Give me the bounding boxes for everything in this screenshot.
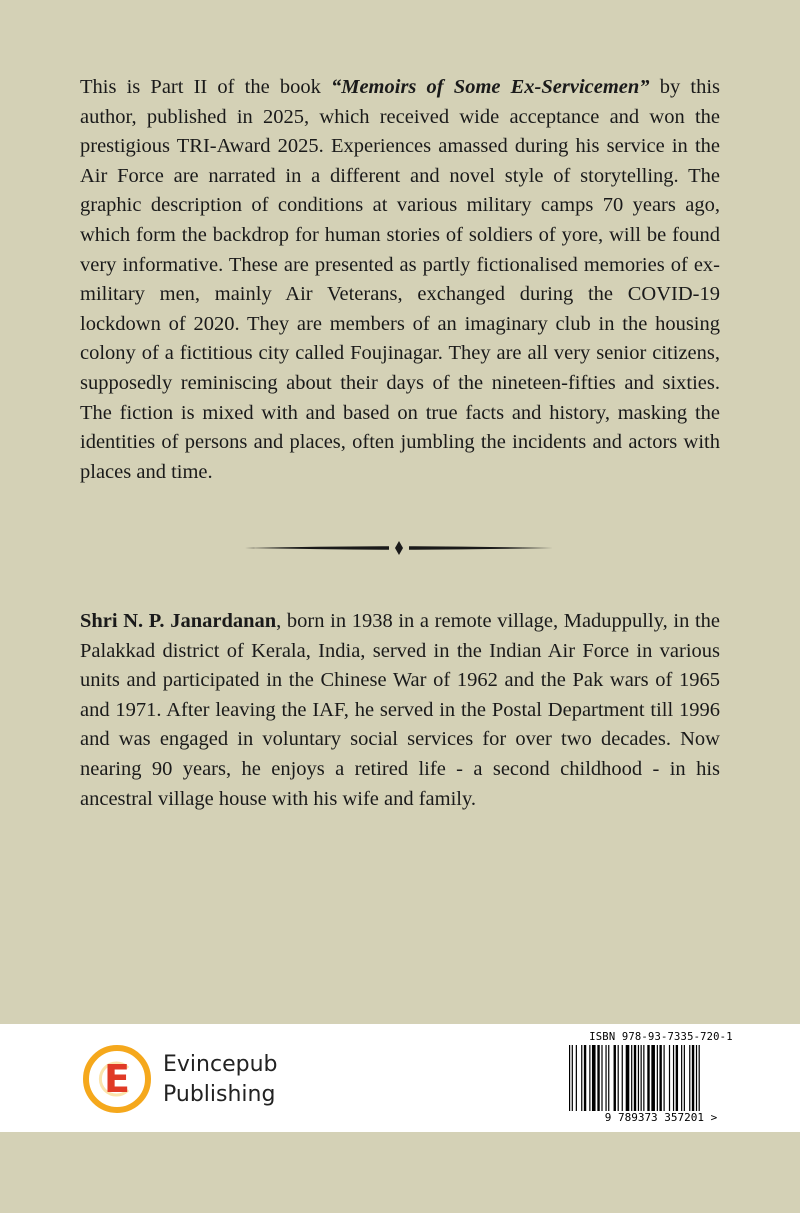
barcode-bar [673, 1045, 674, 1111]
barcode-bar [638, 1045, 639, 1111]
evincepub-logo-icon [82, 1044, 152, 1114]
barcode-bar [689, 1045, 690, 1111]
barcode-bar [605, 1045, 606, 1111]
barcode-bar [618, 1045, 619, 1111]
barcode-bar [696, 1045, 697, 1111]
barcode-bar [634, 1045, 636, 1111]
barcode-bar [608, 1045, 609, 1111]
barcode-digits: 9 789373 357201 > [604, 1111, 718, 1124]
barcode-bars [563, 1045, 759, 1111]
barcode-bar [699, 1045, 700, 1111]
barcode-bar [581, 1045, 582, 1111]
book-title: “Memoirs of Some Ex-Servicemen” [330, 76, 650, 98]
back-cover-blurb: This is Part II of the book “Memoirs of Some Ex-Servicemen” by this author, published in 2025, which received wide acceptance and won the prestigious TRI-Award 2025. Experiences amassed during his service in the Air Force are narrated in a different and novel style of storytelling. The graphic description of conditions at various military camps 70 years ago, which form the backdrop for human stories of soldiers of yore, will be found very informative. These are presented as partly fictionalised memories of ex-military men, mainly Air Veterans, exchanged during the COVID-19 lockdown of 2020. They are members of an imaginary club in the housing colony of a fictitious city called Foujinagar. They are all very senior citizens, supposedly reminiscing about their days of the nineteen-fifties and sixties. The fiction is mixed with and based on true facts and history, masking the identities of persons and places, often jumbling the incidents and actors with places and time. [80, 76, 720, 483]
barcode-bar [641, 1045, 642, 1111]
barcode-bar [631, 1045, 632, 1111]
barcode-bar [664, 1045, 665, 1111]
barcode-bar [692, 1045, 694, 1111]
isbn-barcode [563, 1031, 759, 1127]
barcode-bar [614, 1045, 616, 1111]
publisher-footer [0, 1024, 800, 1132]
ornamental-divider [243, 538, 555, 558]
logo-letter: E [104, 1057, 130, 1101]
barcode-bar [647, 1045, 649, 1111]
barcode-bar [572, 1045, 573, 1111]
barcode-bar [657, 1045, 658, 1111]
barcode-bar [597, 1045, 599, 1111]
barcode-bar [626, 1045, 630, 1111]
barcode-bar [651, 1045, 655, 1111]
barcode-bar [681, 1045, 682, 1111]
barcode-bar [684, 1045, 685, 1111]
barcode-bar [622, 1045, 623, 1111]
barcode-bar [669, 1045, 670, 1111]
barcode-bar [676, 1045, 678, 1111]
barcode-bar [643, 1045, 644, 1111]
barcode-bar [576, 1045, 577, 1111]
barcode-bar [589, 1045, 590, 1111]
publisher-name: Evincepub Publishing [163, 1052, 278, 1107]
author-name: Shri N. P. Janardanan [80, 610, 277, 632]
publisher-logo [82, 1044, 282, 1116]
author-bio: Shri N. P. Janardanan, born in 1938 in a remote village, Maduppully, in the Palakkad district of Kerala, India, served in the Indian Air Force in various units and participated in the Chinese War of 1962 and the Pak wars of 1965 and 1971. After leaving the IAF, he served in the Postal Department till 1996 and was engaged in voluntary social services for over two decades. Now nearing 90 years, he enjoys a retired life - a second childhood - in his ancestral village house with his wife and family. [80, 610, 720, 810]
isbn-label: ISBN 978-93-7335-720-1 [589, 1031, 733, 1043]
barcode-bar [584, 1045, 586, 1111]
barcode-bar [659, 1045, 661, 1111]
barcode-bar [569, 1045, 570, 1111]
barcode-bar [592, 1045, 596, 1111]
barcode-bar [601, 1045, 602, 1111]
